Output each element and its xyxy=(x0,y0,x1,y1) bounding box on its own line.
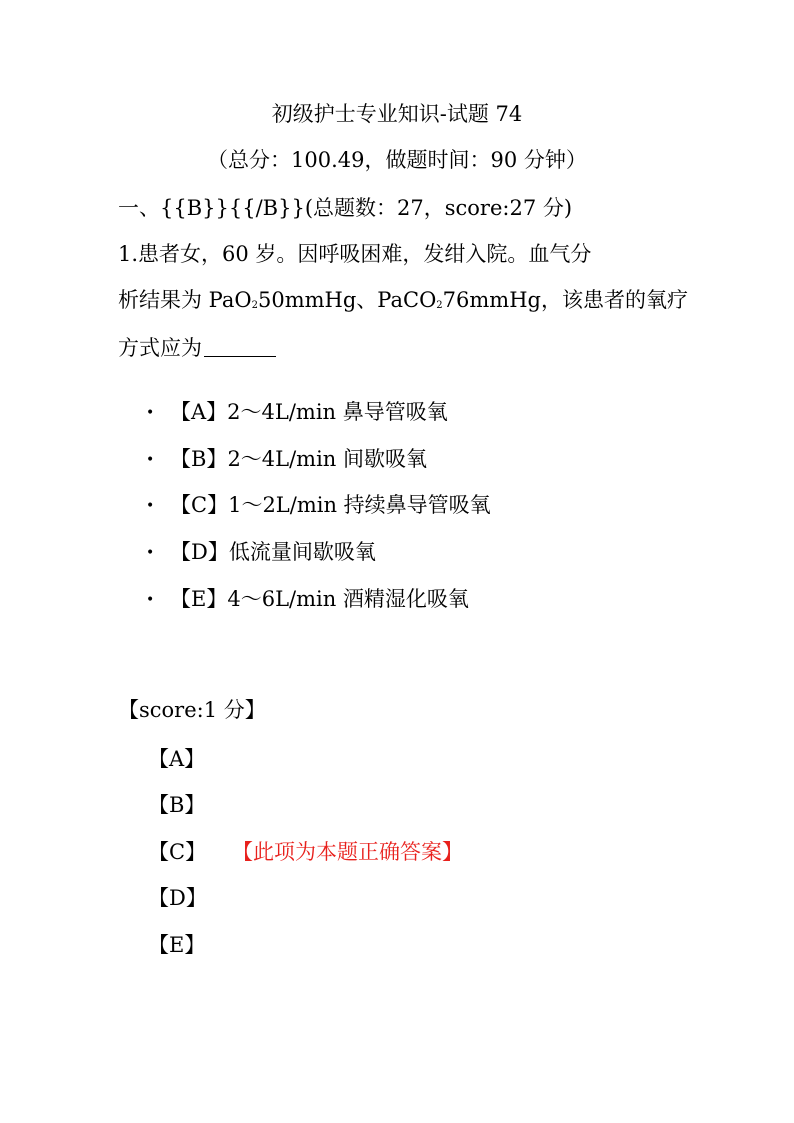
bullet-icon: • xyxy=(146,592,155,608)
option-d xyxy=(146,538,376,567)
question-text-line-3 xyxy=(118,334,276,362)
option-a xyxy=(146,398,448,427)
question-text-part: 50mmHg、PaCO xyxy=(257,288,437,312)
answer-key-e: 【E】 xyxy=(148,933,206,957)
answer-key-d: 【D】 xyxy=(148,886,207,910)
question-text-part: 76mmHg，该患者的氧疗 xyxy=(442,288,688,312)
option-text: 1～2L/min 持续鼻导管吸氧 xyxy=(228,493,491,517)
option-text: 4～6L/min 酒精湿化吸氧 xyxy=(227,587,469,611)
question-text-part: 方式应为 xyxy=(118,336,202,360)
option-key: 【C】 xyxy=(170,493,229,517)
option-text: 低流量间歇吸氧 xyxy=(228,540,376,564)
correct-answer-note: 【此项为本题正确答案】 xyxy=(232,840,463,864)
option-c xyxy=(146,491,491,520)
option-text: 2～4L/min 间歇吸氧 xyxy=(227,447,428,471)
answer-key-a: 【A】 xyxy=(148,747,206,771)
option-key: 【A】 xyxy=(170,400,228,424)
bullet-icon: • xyxy=(146,545,155,561)
subscript: 2 xyxy=(251,300,258,311)
option-e xyxy=(146,585,469,614)
option-b xyxy=(146,445,427,474)
option-key: 【D】 xyxy=(170,540,229,564)
bullet-icon: • xyxy=(146,498,155,514)
answer-key-c: 【C】 xyxy=(148,840,207,864)
score-label: 【score:1 分】 xyxy=(118,698,266,722)
option-key: 【E】 xyxy=(170,587,228,611)
page-title: 初级护士专业知识-试题 74 xyxy=(271,102,523,126)
option-key: 【B】 xyxy=(170,447,228,471)
subscript: 2 xyxy=(436,300,443,311)
answer-key-b: 【B】 xyxy=(148,793,206,817)
bullet-icon: • xyxy=(146,452,155,468)
question-text-part: 析结果为 PaO xyxy=(118,288,252,312)
option-text: 2～4L/min 鼻导管吸氧 xyxy=(227,400,448,424)
question-text-line-1: 1.患者女，60 岁。因呼吸困难，发绀入院。血气分 xyxy=(118,242,592,266)
page-subtitle: （总分：100.49，做题时间：90 分钟） xyxy=(207,148,587,172)
bullet-icon: • xyxy=(146,405,155,421)
answer-blank xyxy=(204,338,276,357)
question-text-line-2 xyxy=(118,286,688,320)
section-heading: 一、{{B}}{{/B}}(总题数：27，score:27 分) xyxy=(118,196,573,220)
